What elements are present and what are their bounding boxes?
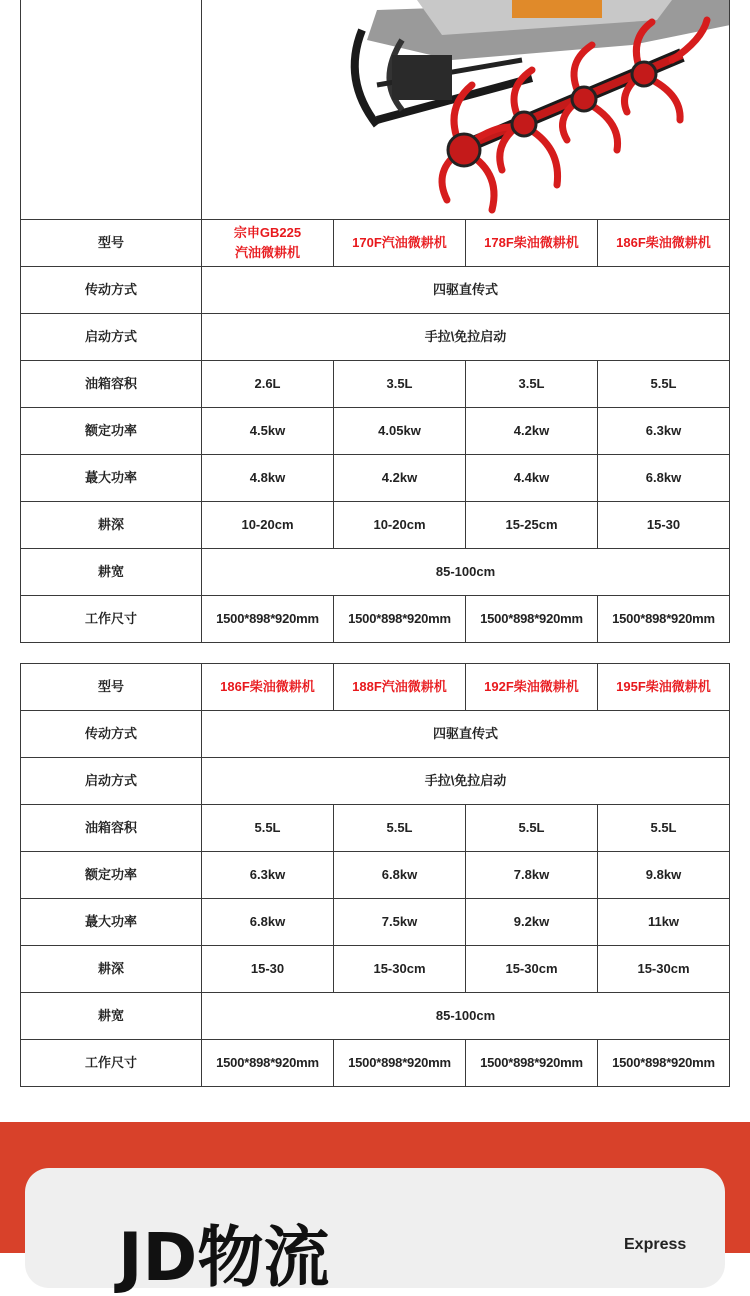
value-cell: 4.4kw (466, 455, 598, 502)
value-cell: 4.8kw (202, 455, 334, 502)
model-cell: 186F柴油微耕机 (202, 664, 334, 711)
value-cell: 10-20cm (334, 502, 466, 549)
value-cell: 3.5L (334, 361, 466, 408)
spec-row-tank (21, 361, 730, 408)
row-label: 油箱容积 (21, 361, 202, 408)
value-cell: 15-30cm (466, 946, 598, 993)
row-label: 传动方式 (21, 711, 202, 758)
row-label: 耕宽 (21, 993, 202, 1040)
value-cell: 5.5L (334, 805, 466, 852)
value-cell: 6.8kw (598, 455, 730, 502)
value-cell: 1500*898*920mm (466, 1040, 598, 1087)
row-label: 耕深 (21, 502, 202, 549)
model-cell: 186F柴油微耕机 (598, 220, 730, 267)
value-cell: 1500*898*920mm (334, 596, 466, 643)
row-label: 耕宽 (21, 549, 202, 596)
value-cell: 6.3kw (598, 408, 730, 455)
value-cell: 5.5L (466, 805, 598, 852)
spec-table-2 (20, 663, 730, 1087)
spec-row-dimensions (21, 596, 730, 643)
value-cell: 6.8kw (202, 899, 334, 946)
model-cell: 178F柴油微耕机 (466, 220, 598, 267)
tiller-blades-icon (202, 0, 730, 219)
value-cell: 6.3kw (202, 852, 334, 899)
value-cell: 1500*898*920mm (598, 1040, 730, 1087)
value-cell: 7.5kw (334, 899, 466, 946)
spec-row-rated-power (21, 408, 730, 455)
spec-row-start (21, 758, 730, 805)
row-label: 型号 (21, 664, 202, 711)
row-label: 启动方式 (21, 758, 202, 805)
value-cell: 5.5L (598, 361, 730, 408)
value-cell: 5.5L (202, 805, 334, 852)
row-label: 启动方式 (21, 314, 202, 361)
value-cell: 4.2kw (466, 408, 598, 455)
value-cell: 3.5L (466, 361, 598, 408)
value-cell: 6.8kw (334, 852, 466, 899)
value-cell: 7.8kw (466, 852, 598, 899)
value-cell: 1500*898*920mm (466, 596, 598, 643)
spec-row-depth (21, 946, 730, 993)
spec-row-rated-power (21, 852, 730, 899)
spec-row-max-power (21, 899, 730, 946)
span-value: 85-100cm (202, 993, 730, 1040)
row-label: 额定功率 (21, 852, 202, 899)
spec-row-max-power (21, 455, 730, 502)
value-cell: 1500*898*920mm (202, 1040, 334, 1087)
span-value: 手拉\免拉启动 (202, 314, 730, 361)
spec-row-drive (21, 267, 730, 314)
value-cell: 1500*898*920mm (202, 596, 334, 643)
jd-logistics-title: JD物流 (118, 1219, 330, 1296)
spec-row-model (21, 220, 730, 267)
row-label: 油箱容积 (21, 805, 202, 852)
express-label: Express (624, 1236, 687, 1253)
spec-row-start (21, 314, 730, 361)
value-cell: 15-30 (202, 946, 334, 993)
model-cell: 188F汽油微耕机 (334, 664, 466, 711)
row-label: 型号 (21, 220, 202, 267)
value-cell: 15-30cm (334, 946, 466, 993)
spec-row-model (21, 664, 730, 711)
span-value: 四驱直传式 (202, 711, 730, 758)
row-label: 蕞大功率 (21, 455, 202, 502)
spec-row-drive (21, 711, 730, 758)
row-label: 传动方式 (21, 267, 202, 314)
span-value: 85-100cm (202, 549, 730, 596)
row-label: 工作尺寸 (21, 596, 202, 643)
model-cell: 192F柴油微耕机 (466, 664, 598, 711)
product-image-cell (202, 0, 730, 220)
value-cell: 4.2kw (334, 455, 466, 502)
spec-row-depth (21, 502, 730, 549)
row-label: 耕深 (21, 946, 202, 993)
value-cell: 9.8kw (598, 852, 730, 899)
model-cell: 195F柴油微耕机 (598, 664, 730, 711)
value-cell: 9.2kw (466, 899, 598, 946)
span-value: 四驱直传式 (202, 267, 730, 314)
value-cell: 15-30cm (598, 946, 730, 993)
value-cell: 10-20cm (202, 502, 334, 549)
value-cell: 15-30 (598, 502, 730, 549)
spec-row-width (21, 993, 730, 1040)
row-label: 工作尺寸 (21, 1040, 202, 1087)
span-value: 手拉\免拉启动 (202, 758, 730, 805)
image-row (21, 0, 730, 220)
value-cell: 1500*898*920mm (598, 596, 730, 643)
value-cell: 5.5L (598, 805, 730, 852)
value-cell: 4.05kw (334, 408, 466, 455)
model-cell: 宗申GB225 汽油微耕机 (202, 220, 334, 267)
model-cell: 170F汽油微耕机 (334, 220, 466, 267)
value-cell: 1500*898*920mm (334, 1040, 466, 1087)
spec-row-tank (21, 805, 730, 852)
value-cell: 2.6L (202, 361, 334, 408)
value-cell: 15-25cm (466, 502, 598, 549)
spec-row-width (21, 549, 730, 596)
value-cell: 11kw (598, 899, 730, 946)
row-label: 额定功率 (21, 408, 202, 455)
value-cell: 4.5kw (202, 408, 334, 455)
spec-row-dimensions (21, 1040, 730, 1087)
image-row-label-cell (21, 0, 202, 220)
spec-table-1 (20, 0, 730, 643)
row-label: 蕞大功率 (21, 899, 202, 946)
